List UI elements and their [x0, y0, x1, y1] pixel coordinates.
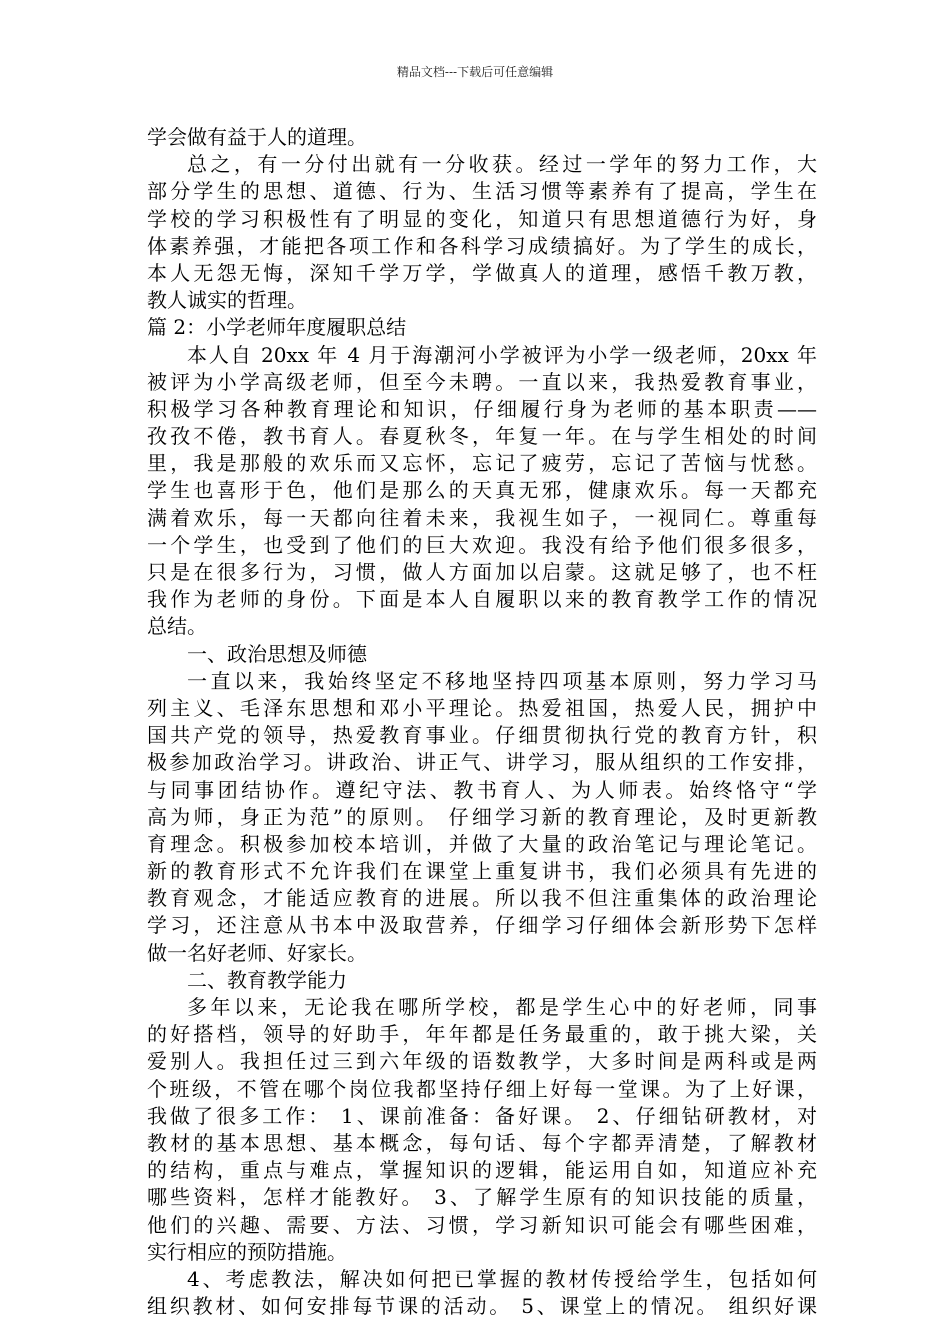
text-line: 新的教育形式不允许我们在课堂上重复讲书，我们必须具有先进的	[147, 859, 817, 884]
text-line: 学生也喜形于色，他们是那么的天真无邪，健康欢乐。每一天都充	[147, 478, 817, 503]
text-line: 育理念。积极参加校本培训，并做了大量的政治笔记与理论笔记。	[147, 831, 817, 856]
text-line: 本人自 20xx 年 4 月于海潮河小学被评为小学一级老师，20xx 年	[187, 342, 817, 367]
text-line: 哪些资料，怎样才能教好。 3、了解学生原有的知识技能的质量，	[147, 1185, 817, 1210]
text-line: 我作为老师的身份。下面是本人自履职以来的教育教学工作的情况	[147, 587, 817, 612]
text-line: 体素养强，才能把各项工作和各科学习成绩搞好。为了学生的成长，	[147, 233, 817, 258]
text-line: 做一名好老师、好家长。	[147, 940, 367, 965]
text-line: 学校的学习积极性有了明显的变化，知道只有思想道德行为好，身	[147, 206, 817, 231]
text-line: 国共产党的领导，热爱教育事业。仔细贯彻执行党的教育方针，积	[147, 723, 817, 748]
text-line: 个班级，不管在哪个岗位我都坚持仔细上好每一堂课。为了上好课，	[147, 1076, 817, 1101]
text-line: 的好搭档，领导的好助手，年年都是任务最重的，敢于挑大梁，关	[147, 1022, 817, 1047]
text-line: 4、考虑教法，解决如何把已掌握的教材传授给学生，包括如何	[187, 1266, 817, 1291]
text-line: 高为师，身正为范”的原则。 仔细学习新的教育理论，及时更新教	[147, 804, 817, 829]
text-line: 一个学生，也受到了他们的巨大欢迎。我没有给予他们很多很多，	[147, 532, 817, 557]
text-line: 教材的基本思想、基本概念，每句话、每个字都弄清楚，了解教材	[147, 1130, 817, 1155]
text-line: 我做了很多工作： 1、课前准备：备好课。 2、仔细钻研教材，对	[147, 1103, 817, 1128]
text-line: 孜孜不倦，教书育人。春夏秋冬，年复一年。在与学生相处的时间	[147, 424, 817, 449]
text-line: 学习，还注意从书本中汲取营养，仔细学习仔细体会新形势下怎样	[147, 913, 817, 938]
text-line: 与同事团结协作。遵纪守法、教书育人、为人师表。始终恪守“学	[147, 777, 817, 802]
text-line: 只是在很多行为，习惯，做人方面加以启蒙。这就足够了，也不枉	[147, 560, 817, 584]
text-line: 实行相应的预防措施。	[147, 1239, 347, 1264]
text-line: 的结构，重点与难点，掌握知识的逻辑，能运用自如，知道应补充	[147, 1158, 817, 1183]
text-line: 教育观念，才能适应教育的进展。所以我不但注重集体的政治理论	[147, 886, 817, 911]
text-line: 总之，有一分付出就有一分收获。经过一学年的努力工作，大	[187, 152, 817, 177]
text-line: 积极学习各种教育理论和知识，仔细履行身为老师的基本职责——	[147, 396, 817, 421]
text-line: 里，我是那般的欢乐而又忘怀，忘记了疲劳，忘记了苦恼与忧愁。	[147, 451, 817, 476]
text-line: 列主义、毛泽东思想和邓小平理论。热爱祖国，热爱人民，拥护中	[147, 695, 817, 720]
text-line: 爱别人。我担任过三到六年级的语数教学，大多时间是两科或是两	[147, 1049, 817, 1074]
page-header: 精品文档---下载后可任意编辑	[396, 65, 554, 79]
text-line: 部分学生的思想、道德、行为、生活习惯等素养有了提高，学生在	[147, 179, 817, 204]
text-line: 总结。	[147, 614, 207, 639]
text-line: 一、政治思想及师德	[187, 641, 367, 666]
text-line: 极参加政治学习。讲政治、讲正气、讲学习，服从组织的工作安排，	[147, 750, 817, 775]
text-line: 被评为小学高级老师，但至今未聘。一直以来，我热爱教育事业，	[147, 369, 817, 394]
text-line: 多年以来，无论我在哪所学校，都是学生心中的好老师，同事	[187, 995, 817, 1019]
text-line: 一直以来，我始终坚定不移地坚持四项基本原则，努力学习马	[187, 668, 817, 693]
text-line: 二、教育教学能力	[187, 967, 347, 992]
document-body	[147, 124, 817, 1320]
text-line: 教人诚实的哲理。	[147, 288, 307, 313]
text-line: 组织教材、如何安排每节课的活动。 5、课堂上的情况。 组织好课	[147, 1294, 817, 1319]
text-line: 他们的兴趣、需要、方法、习惯，学习新知识可能会有哪些困难，	[147, 1212, 817, 1237]
text-line: 学会做有益于人的道理。	[147, 125, 367, 149]
text-line: 篇 2：小学老师年度履职总结	[147, 315, 407, 340]
text-line: 本人无怨无悔，深知千学万学，学做真人的道理，感悟千教万教，	[147, 260, 817, 285]
text-line: 满着欢乐，每一天都向往着未来，我视生如子，一视同仁。尊重每	[147, 505, 817, 530]
